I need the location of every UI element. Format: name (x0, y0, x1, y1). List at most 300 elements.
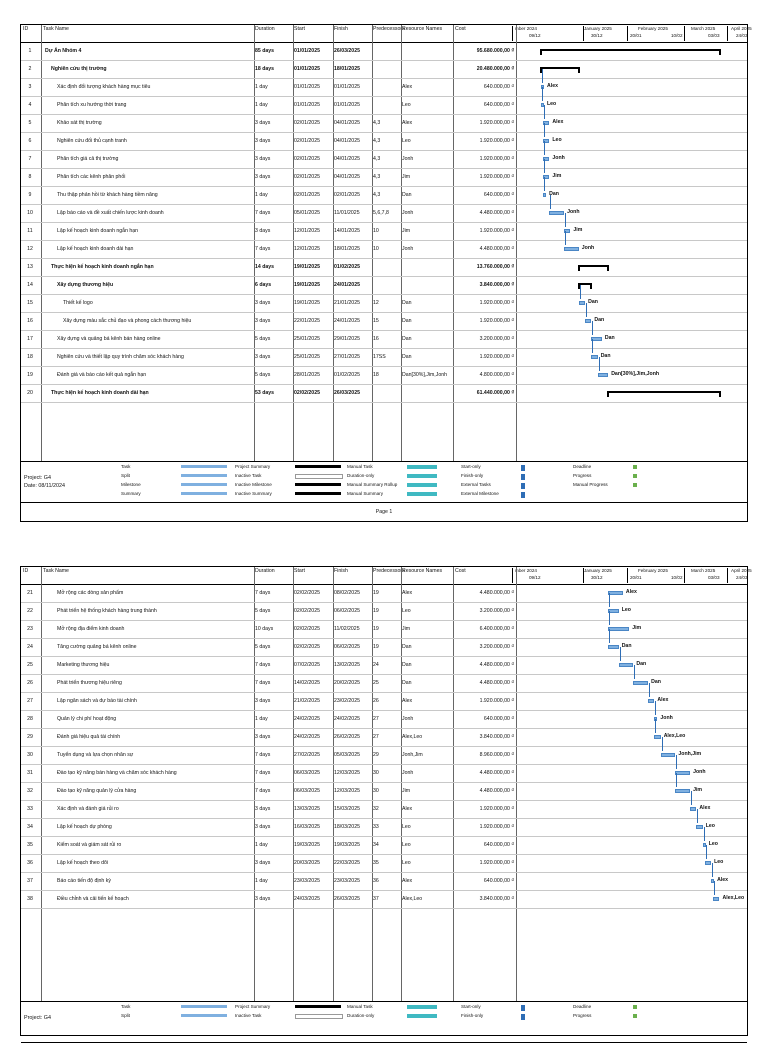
timescale-month: January 2025 (584, 26, 612, 31)
legend-label: External Tasks (461, 482, 491, 487)
legend-label: Manual Progress (573, 482, 608, 487)
task-finish: 23/03/2025 (334, 878, 360, 884)
task-bar (591, 355, 597, 359)
task-row (21, 78, 747, 97)
task-start: 01/01/2025 (294, 66, 320, 72)
task-start: 19/01/2025 (294, 282, 320, 288)
task-row (21, 782, 747, 801)
task-bar-label: Dan[30%],Jim,Jonh (611, 371, 660, 377)
task-duration: 3 days (255, 896, 271, 902)
task-bar-label: Dan (588, 299, 598, 305)
task-predecessors: 19 (373, 608, 379, 614)
column-header (21, 567, 752, 585)
dependency-link (544, 141, 545, 155)
task-start: 05/01/2025 (294, 210, 320, 216)
dependency-link (706, 845, 707, 859)
timescale-divider (727, 568, 728, 583)
dependency-link (544, 105, 545, 119)
task-duration: 14 days (255, 264, 275, 270)
task-id: 1 (28, 48, 32, 54)
task-duration: 7 days (255, 246, 271, 252)
task-cost: 8.960.000,00 ₫ (479, 752, 514, 758)
task-bar (675, 789, 690, 793)
task-finish: 18/03/2025 (334, 824, 360, 830)
task-finish: 01/01/2025 (334, 84, 360, 90)
task-resources: Alex (402, 698, 413, 704)
task-start: 23/03/2025 (294, 878, 320, 884)
task-row (21, 330, 747, 349)
task-id: 34 (27, 824, 33, 830)
summary-bar (608, 391, 719, 393)
task-name: Đào tạo kỹ năng quản lý cửa hàng (57, 788, 137, 794)
task-row (21, 294, 747, 313)
task-row (21, 186, 747, 205)
dependency-link (542, 69, 543, 83)
task-cost: 640.000,00 ₫ (483, 84, 514, 90)
task-duration: 3 days (255, 354, 271, 360)
legend-label: Task (121, 1004, 131, 1009)
task-cost: 1.920.000,00 ₫ (479, 300, 514, 306)
task-predecessors: 12 (373, 300, 379, 306)
timescale-month: mber 2024 (515, 568, 537, 573)
task-predecessors: 15 (373, 318, 379, 324)
task-id: 11 (27, 228, 33, 234)
task-row (21, 348, 747, 367)
task-predecessors: 36 (373, 878, 379, 884)
gantt-page-2 (20, 566, 752, 1036)
task-name: Lập kế hoạch kinh doanh dài hạn (57, 246, 134, 252)
task-start: 02/02/2025 (294, 644, 320, 650)
legend-swatch (407, 492, 437, 496)
task-name: Kiểm soát và giám sát rủi ro (57, 842, 122, 848)
task-row (21, 150, 747, 169)
task-cost: 1.920.000,00 ₫ (479, 174, 514, 180)
task-cost: 640.000,00 ₫ (483, 716, 514, 722)
task-bar (549, 211, 564, 215)
legend-swatch (407, 1014, 437, 1018)
task-predecessors: 16 (373, 336, 379, 342)
task-cost: 1.920.000,00 ₫ (479, 318, 514, 324)
task-bar-label: Dan (549, 191, 559, 197)
dependency-link (542, 87, 543, 101)
task-resources: Leo (402, 138, 411, 144)
task-name: Nghiên cứu đối thủ cạnh tranh (57, 138, 127, 144)
task-bar-label: Alex (717, 877, 729, 883)
task-bar (654, 735, 660, 739)
task-cost: 1.920.000,00 ₫ (479, 120, 514, 126)
task-start: 22/01/2025 (294, 318, 320, 324)
task-name: Tăng cường quảng bá kênh online (57, 644, 137, 650)
task-bar-label: Jim (632, 625, 642, 631)
task-bar (713, 897, 719, 901)
legend-swatch (295, 1005, 341, 1008)
task-row (21, 168, 747, 187)
task-resources: Alex (402, 590, 413, 596)
task-name: Thực hiện kế hoạch kinh doanh dài hạn (51, 390, 149, 396)
task-id: 18 (27, 354, 33, 360)
legend-swatch (407, 474, 437, 478)
task-resources: Dan (402, 680, 412, 686)
col-resources-header: Resource Names (402, 26, 443, 32)
task-id: 22 (27, 608, 33, 614)
task-name: Lập báo cáo và đề xuất chiến lược kinh doanh (57, 210, 164, 216)
legend-swatch (521, 483, 525, 489)
dependency-link (676, 755, 677, 769)
legend-label: Project Summary (235, 1004, 271, 1009)
legend-label: Split (121, 473, 130, 478)
task-predecessors: 33 (373, 824, 379, 830)
timescale-week: 24/03 (736, 33, 748, 38)
summary-bar (541, 67, 579, 69)
task-id: 36 (27, 860, 33, 866)
task-predecessors: 19 (373, 590, 379, 596)
task-finish: 06/02/2025 (334, 644, 360, 650)
task-name: Báo cáo tiến độ định kỳ (57, 878, 111, 884)
task-bar (608, 645, 619, 649)
task-start: 16/03/2025 (294, 824, 320, 830)
task-finish: 04/01/2025 (334, 174, 360, 180)
task-start: 19/01/2025 (294, 300, 320, 306)
timescale-month: February 2025 (638, 26, 668, 31)
task-row (21, 746, 747, 765)
legend-swatch (407, 483, 437, 487)
timescale-week: 20/01 (630, 33, 642, 38)
task-start: 12/01/2025 (294, 246, 320, 252)
legend-label: Manual Summary (347, 491, 383, 496)
task-bar (585, 319, 591, 323)
task-duration: 1 day (255, 84, 268, 90)
task-cost: 1.920.000,00 ₫ (479, 806, 514, 812)
dependency-link (592, 339, 593, 353)
task-cost: 3.840.000,00 ₫ (479, 896, 514, 902)
task-finish: 15/03/2025 (334, 806, 360, 812)
task-duration: 1 day (255, 842, 268, 848)
task-row (21, 366, 747, 385)
task-duration: 85 days (255, 48, 275, 54)
task-id: 8 (28, 174, 32, 180)
task-resources: Jonh (402, 716, 414, 722)
legend-label: Inactive Summary (235, 491, 272, 496)
task-name: Lập kế hoạch kinh doanh ngắn hạn (57, 228, 139, 234)
task-bar (675, 771, 690, 775)
col-start-header: Start (294, 26, 305, 32)
task-resources: Jim (402, 228, 411, 234)
task-duration: 3 days (255, 156, 271, 162)
legend-label: Deadline (573, 464, 592, 469)
timescale-week: 10/02 (671, 33, 683, 38)
task-duration: 7 days (255, 210, 271, 216)
task-duration: 3 days (255, 860, 271, 866)
task-row (21, 656, 747, 675)
task-name: Mở rộng địa điểm kinh doanh (57, 626, 125, 632)
task-name: Lập kế hoạch dự phòng (57, 824, 112, 830)
legend-label: Start-only (461, 1004, 481, 1009)
task-start: 02/02/2025 (294, 390, 320, 396)
task-cost: 4.480.000,00 ₫ (479, 210, 514, 216)
task-finish: 26/02/2025 (334, 734, 360, 740)
timescale-month: March 2025 (691, 26, 716, 31)
legend-swatch (181, 492, 227, 495)
task-bar-label: Leo (705, 823, 715, 829)
task-duration: 10 days (255, 626, 274, 632)
legend-label: Start-only (461, 464, 481, 469)
task-predecessors: 27 (373, 734, 379, 740)
task-id: 24 (27, 644, 33, 650)
timescale-divider (512, 568, 513, 583)
task-id: 32 (27, 788, 33, 794)
task-start: 02/02/2025 (294, 626, 320, 632)
task-bar (608, 627, 629, 631)
legend-swatch (181, 465, 227, 468)
task-finish: 27/01/2025 (334, 354, 360, 360)
legend-label: Progress (573, 1013, 592, 1018)
task-duration: 1 day (255, 102, 268, 108)
task-id: 13 (27, 264, 33, 270)
task-resources: Dan (402, 336, 412, 342)
task-name: Lập ngân sách và dự báo tài chính (57, 698, 137, 704)
task-resources: Alex,Leo (402, 896, 423, 902)
task-duration: 3 days (255, 138, 271, 144)
legend-swatch (295, 465, 341, 468)
task-id: 7 (28, 156, 32, 162)
legend-label: Task (121, 464, 131, 469)
col-name-header: Task Name (43, 26, 69, 32)
summary-bar-end (578, 67, 580, 73)
task-name: Thu thập phản hồi từ khách hàng tiềm năng (57, 192, 158, 198)
task-name: Lập kế hoạch theo dõi (57, 860, 109, 866)
task-start: 21/02/2025 (294, 698, 320, 704)
col-name-header: Task Name (43, 568, 69, 574)
task-row (21, 602, 747, 621)
task-bar-label: Leo (552, 137, 562, 143)
task-resources: Jim (402, 626, 411, 632)
task-predecessors: 4,3 (373, 156, 381, 162)
dependency-link (691, 791, 692, 805)
task-id: 20 (27, 390, 33, 396)
task-predecessors: 30 (373, 770, 379, 776)
task-bar-label: Jonh (693, 769, 706, 775)
legend-swatch (181, 474, 227, 477)
task-predecessors: 10 (373, 246, 379, 252)
task-id: 17 (27, 336, 33, 342)
task-name: Nghiên cứu thị trường (51, 66, 107, 72)
col-pred-header: Predecessors (373, 568, 405, 574)
task-duration: 3 days (255, 318, 271, 324)
task-cost: 640.000,00 ₫ (483, 842, 514, 848)
task-name: Phân tích xu hướng thời trang (57, 102, 127, 108)
task-cost: 1.920.000,00 ₫ (479, 860, 514, 866)
dependency-link (676, 773, 677, 787)
timescale-month: mber 2024 (515, 26, 537, 31)
legend-swatch (521, 474, 525, 480)
task-predecessors: 5,6,7,8 (373, 210, 389, 216)
task-name: Phân tích giá cả thị trường (57, 156, 119, 162)
task-cost: 1.920.000,00 ₫ (479, 156, 514, 162)
legend-swatch (521, 1014, 525, 1020)
timescale-week: 30/12 (591, 575, 603, 580)
task-finish: 24/01/2025 (334, 318, 360, 324)
task-finish: 18/01/2025 (334, 66, 360, 72)
task-finish: 12/03/2025 (334, 770, 360, 776)
dependency-link (697, 809, 698, 823)
task-start: 01/01/2025 (294, 48, 320, 54)
task-predecessors: 32 (373, 806, 379, 812)
task-start: 24/02/2025 (294, 734, 320, 740)
dependency-link (609, 593, 610, 607)
legend-swatch (521, 465, 525, 471)
legend (21, 1001, 747, 1043)
timescale-week: 09/12 (529, 575, 541, 580)
legend-label: Duration-only (347, 1013, 375, 1018)
legend-swatch (521, 492, 525, 498)
task-cost: 640.000,00 ₫ (483, 102, 514, 108)
task-resources: Jim (402, 174, 411, 180)
task-cost: 1.920.000,00 ₫ (479, 228, 514, 234)
task-bar-label: Alex (547, 83, 558, 89)
legend-swatch (521, 1005, 525, 1011)
legend-label: Inactive Milestone (235, 482, 272, 487)
task-id: 6 (28, 138, 32, 144)
task-cost: 95.680.000,00 ₫ (476, 48, 514, 54)
task-id: 31 (27, 770, 33, 776)
dependency-link (649, 683, 650, 697)
task-start: 24/03/2025 (294, 896, 320, 902)
dependency-link (634, 665, 635, 679)
task-start: 25/01/2025 (294, 354, 320, 360)
task-start: 25/01/2025 (294, 336, 320, 342)
task-name: Xác định và đánh giá rủi ro (57, 806, 119, 812)
task-id: 30 (27, 752, 33, 758)
task-row (21, 710, 747, 729)
task-resources: Dan (402, 662, 412, 668)
timescale-month: January 2025 (584, 568, 612, 573)
summary-bar-start (540, 49, 542, 55)
task-name: Điều chỉnh và cải tiến kế hoạch (57, 896, 129, 902)
summary-bar (579, 265, 608, 267)
task-id: 25 (27, 662, 33, 668)
task-bar-label: Leo (708, 841, 718, 847)
task-resources: Dan (402, 192, 412, 198)
task-bar-label: Dan (594, 317, 605, 323)
task-finish: 22/03/2025 (334, 860, 360, 866)
task-finish: 01/01/2025 (334, 102, 360, 108)
task-start: 06/03/2025 (294, 788, 320, 794)
col-finish-header: Finish (334, 26, 348, 32)
task-bar-label: Dan (600, 353, 611, 359)
task-name: Đánh giá và báo cáo kết quả ngắn hạn (57, 372, 147, 378)
col-pred-header: Predecessors (373, 26, 405, 32)
task-id: 15 (27, 300, 33, 306)
task-name: Phát triển thương hiệu riêng (57, 680, 122, 686)
legend-label: Split (121, 1013, 130, 1018)
col-id-header: ID (23, 568, 29, 574)
legend-swatch (633, 465, 637, 469)
task-bar-label: Leo (714, 859, 724, 865)
task-predecessors: 17SS (373, 354, 386, 360)
task-id: 37 (27, 878, 33, 884)
dependency-link (662, 737, 663, 751)
timescale-divider (627, 26, 628, 41)
task-name: Xây dựng thương hiệu (57, 282, 114, 288)
task-id: 27 (27, 698, 33, 704)
summary-bar-end (590, 283, 592, 289)
task-finish: 21/01/2025 (334, 300, 360, 306)
timescale-month: April 2025 (731, 568, 752, 573)
task-row (21, 692, 747, 711)
timescale-week: 24/03 (736, 575, 748, 580)
task-duration: 3 days (255, 698, 271, 704)
task-row (21, 222, 747, 241)
task-resources: Alex (402, 84, 413, 90)
task-row (21, 728, 747, 747)
task-predecessors: 29 (373, 752, 379, 758)
task-name: Mở rộng các dòng sản phẩm (57, 590, 124, 596)
task-name: Nghiên cứu và thiết lập quy trình chăm sóc khách hàng (57, 354, 184, 360)
task-cost: 1.920.000,00 ₫ (479, 824, 514, 830)
task-duration: 3 days (255, 300, 271, 306)
legend-swatch (181, 483, 227, 486)
task-row (21, 96, 747, 115)
task-duration: 6 days (255, 282, 272, 288)
task-finish: 18/01/2025 (334, 246, 360, 252)
project-name: Project: G4 (24, 1015, 51, 1021)
timescale-divider (512, 26, 513, 41)
task-start: 20/03/2025 (294, 860, 320, 866)
timescale-month: April 2025 (731, 26, 752, 31)
task-finish: 26/03/2025 (334, 896, 360, 902)
task-finish: 04/01/2025 (334, 138, 360, 144)
task-cost: 4.800.000,00 ₫ (479, 372, 514, 378)
timescale-week: 09/12 (529, 33, 541, 38)
task-duration: 3 days (255, 824, 271, 830)
dependency-link (620, 647, 621, 661)
timescale-month: February 2025 (638, 568, 668, 573)
task-resources: Dan (402, 354, 412, 360)
task-duration: 7 days (255, 590, 271, 596)
task-finish: 26/03/2025 (334, 390, 360, 396)
task-name: Xây dựng và quảng bá kênh bán hàng online (57, 336, 161, 342)
task-start: 01/01/2025 (294, 84, 320, 90)
task-start: 07/02/2025 (294, 662, 320, 668)
task-resources: Leo (402, 860, 411, 866)
task-start: 02/01/2025 (294, 138, 320, 144)
page-number: Page 1 (375, 509, 393, 515)
task-finish: 23/02/2025 (334, 698, 360, 704)
task-resources: Leo (402, 102, 411, 108)
legend-label: Manual Task (347, 1004, 373, 1009)
legend-label: Summary (121, 491, 141, 496)
task-resources: Dan (402, 318, 412, 324)
task-bar-label: Dan (621, 643, 632, 649)
timescale-week: 03/03 (708, 575, 720, 580)
col-cost-header: Cost (455, 568, 466, 574)
task-duration: 7 days (255, 752, 271, 758)
dependency-link (544, 177, 545, 191)
task-resources: Dan (402, 644, 412, 650)
task-finish: 04/01/2025 (334, 120, 360, 126)
task-bar-label: Jonh (552, 155, 565, 161)
task-bar-label: Jim (552, 173, 562, 179)
task-bar (690, 807, 696, 811)
task-bar (608, 591, 623, 595)
col-resources-header: Resource Names (402, 568, 443, 574)
task-resources: Jim (402, 788, 411, 794)
task-cost: 6.400.000,00 ₫ (479, 626, 514, 632)
task-row (21, 240, 747, 259)
legend-swatch (633, 483, 637, 487)
task-bar-label: Alex (657, 697, 669, 703)
col-cost-header: Cost (455, 26, 466, 32)
